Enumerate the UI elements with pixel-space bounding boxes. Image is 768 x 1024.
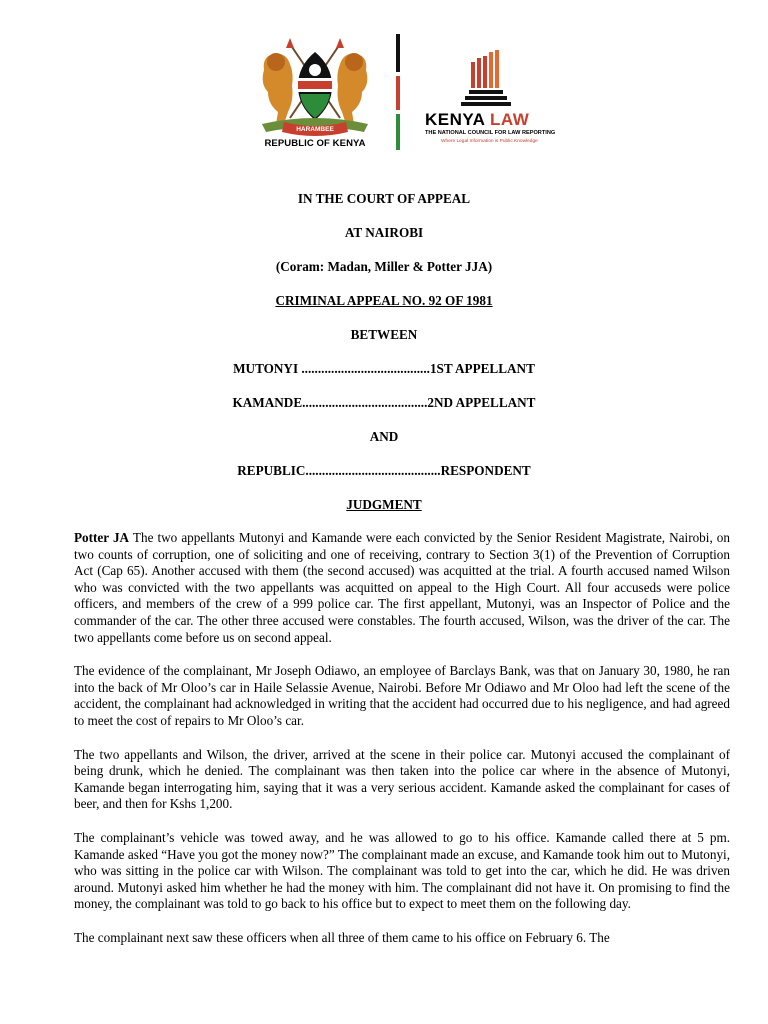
divider-black xyxy=(396,34,400,72)
kenya-law-pillars-icon xyxy=(425,46,545,108)
court-title: IN THE COURT OF APPEAL xyxy=(297,191,471,206)
paragraph-3: The two appellants and Wilson, the driver, arrived at the scene in their police car. Mutonyi accused the complainant of being drunk, which he denied. The complainant was then taken into the police car where in the absence of Mutonyi, Kamande began interrogating him, saying that it was a very serious accident. Kamande asked the complainant for cases of beer, and then for Kshs 1,200. xyxy=(74,746,730,812)
case-number: CRIMINAL APPEAL NO. 92 OF 1981 xyxy=(275,293,493,308)
party-first-appellant: MUTONYI .......................................1ST APPELLANT xyxy=(233,361,535,376)
kenya-law-title-a: KENYA xyxy=(425,110,491,129)
kenya-coat-of-arms xyxy=(254,34,376,152)
paragraph-1 xyxy=(74,530,730,646)
and-label: AND xyxy=(369,429,399,444)
coat-of-arms-emblem xyxy=(254,34,376,138)
paragraph-4: The complainant’s vehicle was towed away, and he was allowed to go to his office. Kamande called there at 5 pm. Kamande asked “Have you got the money now?” The complainant made an excuse, and Kamande took him out to Mutonyi, who was sitting in the police car with Wilson. The complainant was told to get into the car, which he did. He was driven around. Mutonyi asked him whether he had the money with him. The complainant did not have it. On promising to find the money, the complainant was told to go back to his office but to expect to meet them on the following day. xyxy=(74,829,730,912)
paragraph-2: The evidence of the complainant, Mr Joseph Odiawo, an employee of Barclays Bank, was that on January 30, 1980, he ran into the back of Mr Oloo’s car in Haile Selassie Avenue, Nairobi. Before Mr Odiawo and Mr Oloo had left the scene of the accident, the complainant had acknowledged in writing that the accident had occurred due to his negligence, and had agreed to meet the cost of repairs to Mr Oloo’s car. xyxy=(74,663,730,728)
coat-motto: HARAMBEE xyxy=(296,126,334,133)
kenya-law-subtitle: THE NATIONAL COUNCIL FOR LAW REPORTING xyxy=(425,130,556,136)
kenya-law-title xyxy=(425,110,529,130)
judgment-title: JUDGMENT xyxy=(346,497,422,512)
between-label: BETWEEN xyxy=(350,327,418,342)
court-location: AT NAIROBI xyxy=(344,225,424,240)
judgment-body xyxy=(74,530,730,963)
party-second-appellant: KAMANDE......................................2ND APPELLANT xyxy=(232,395,536,410)
flag-divider xyxy=(396,34,400,150)
kenya-law-tagline: Where Legal Information is Public Knowledge xyxy=(441,139,538,144)
divider-green xyxy=(396,114,400,150)
divider-red xyxy=(396,76,400,110)
paragraph-1-text: The two appellants Mutonyi and Kamande were each convicted by the Senior Resident Magistrate, Nairobi, on two counts of corruption, one of soliciting and one of receiving, contrary to Section 3(1) of the Prevention of Corruption Act (Cap 65). Another accused with them (the second accused) was acquitted at the trial. A fourth accused named Wilson who was convicted with the two appellants was acquitted on appeal to the High Court. All four accuseds were police officers, and members of the crew of a 999 police car. The first appellant, Mutonyi, was an Inspector of Police and the commander of the car. The other three accused were constables. The fourth accused, Wilson, was the driver of the car. The two appellants come before us on second appeal. xyxy=(74,530,730,645)
coram: (Coram: Madan, Miller & Potter JJA) xyxy=(275,259,493,274)
kenya-law-logo xyxy=(425,46,555,156)
judge-name: Potter JA xyxy=(74,530,130,545)
coat-caption: REPUBLIC OF KENYA xyxy=(264,138,366,149)
header-logos xyxy=(0,34,768,154)
kenya-law-title-b: LAW xyxy=(490,110,530,129)
paragraph-5: The complainant next saw these officers when all three of them came to his office on February 6. The xyxy=(74,929,610,945)
party-respondent: REPUBLIC.........................................RESPONDENT xyxy=(237,463,531,478)
